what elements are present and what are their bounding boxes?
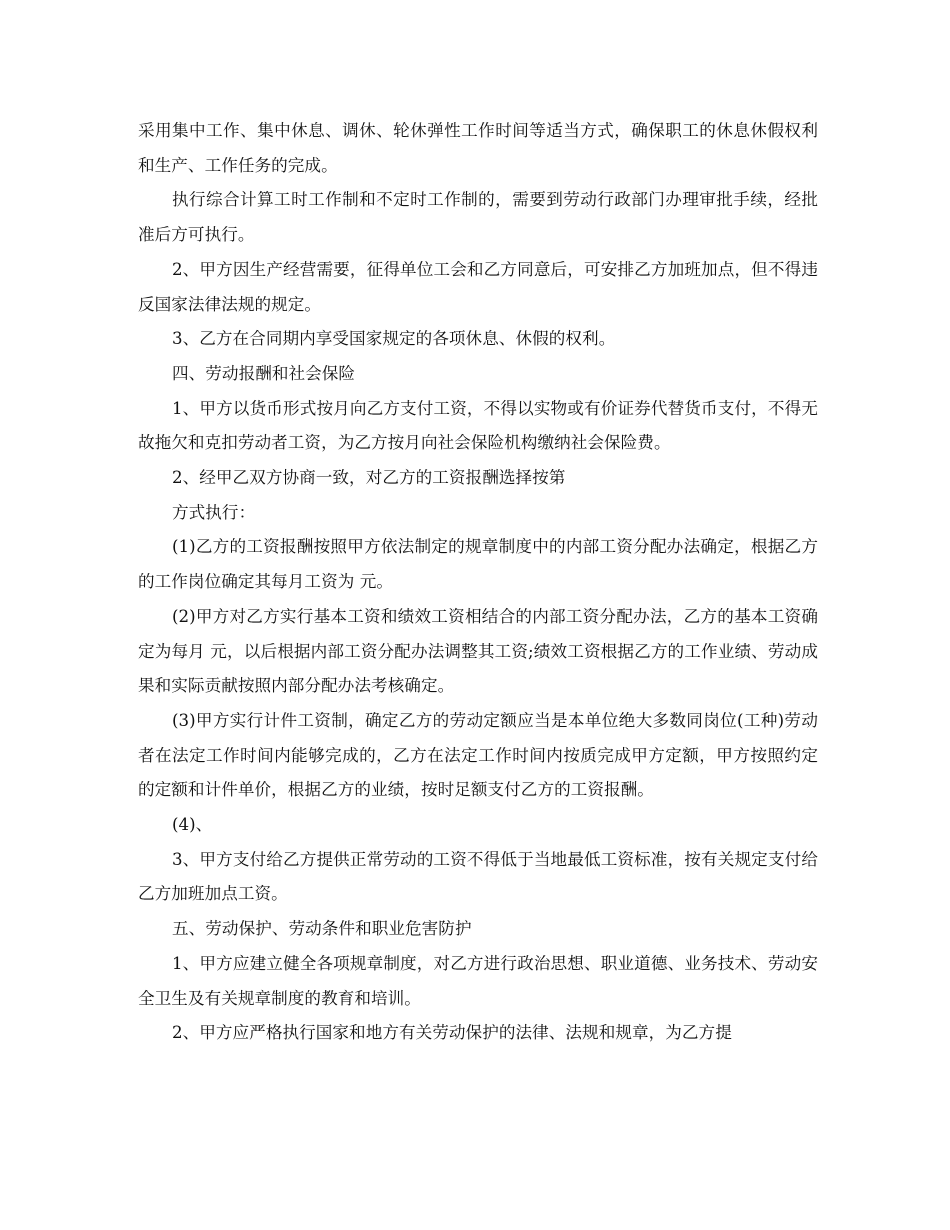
section-heading: 四、劳动报酬和社会保险: [172, 363, 356, 383]
paragraph: 采用集中工作、集中休息、调休、轮休弹性工作时间等适当方式，确保职工的休息休假权利和生产、工作任务的完成。: [138, 121, 818, 175]
paragraph: 1、甲方以货币形式按月向乙方支付工资，不得以实物或有价证券代替货币支付，不得无故拖欠和克扣劳动者工资，为乙方按月向社会保险机构缴纳社会保险费。: [138, 398, 818, 453]
section-heading: 五、劳动保护、劳动条件和职业危害防护: [172, 919, 472, 939]
paragraph: 2、甲方应严格执行国家和地方有关劳动保护的法律、法规和规章，为乙方提: [172, 1023, 732, 1043]
list-item: (3)甲方实行计件工资制，确定乙方的劳动定额应当是本单位绝大多数同岗位(工种)劳动者在法定工作时间内能够完成的，乙方在法定工作时间内按质完成甲方定额，甲方按照约定的定额和计件单价，根据乙方的业绩，按时足额支付乙方的工资报酬。: [138, 710, 818, 800]
paragraph: 方式执行：: [172, 502, 256, 522]
paragraph: 执行综合计算工时工作制和不定时工作制的，需要到劳动行政部门办理审批手续，经批准后方可执行。: [138, 190, 818, 245]
list-item: (4)、: [172, 815, 213, 835]
paragraph: 2、甲方因生产经营需要，征得单位工会和乙方同意后，可安排乙方加班加点，但不得违反国家法律法规的规定。: [138, 259, 818, 314]
list-item: (2)甲方对乙方实行基本工资和绩效工资相结合的内部工资分配办法，乙方的基本工资确定为每月 元，以后根据内部工资分配办法调整其工资;绩效工资根据乙方的工作业绩、劳动成果和实际贡献按照内部分配办法考核确定。: [138, 606, 818, 696]
paragraph: 3、乙方在合同期内享受国家规定的各项休息、休假的权利。: [172, 329, 616, 349]
paragraph: 2、经甲乙双方协商一致，对乙方的工资报酬选择按第: [172, 468, 566, 488]
paragraph: 3、甲方支付给乙方提供正常劳动的工资不得低于当地最低工资标准，按有关规定支付给乙方加班加点工资。: [138, 849, 818, 904]
list-item: (1)乙方的工资报酬按照甲方依法制定的规章制度中的内部工资分配办法确定，根据乙方的工作岗位确定其每月工资为 元。: [138, 537, 818, 592]
paragraph: 1、甲方应建立健全各项规章制度，对乙方进行政治思想、职业道德、业务技术、劳动安全卫生及有关规章制度的教育和培训。: [138, 953, 818, 1008]
document-body: [138, 114, 818, 1051]
